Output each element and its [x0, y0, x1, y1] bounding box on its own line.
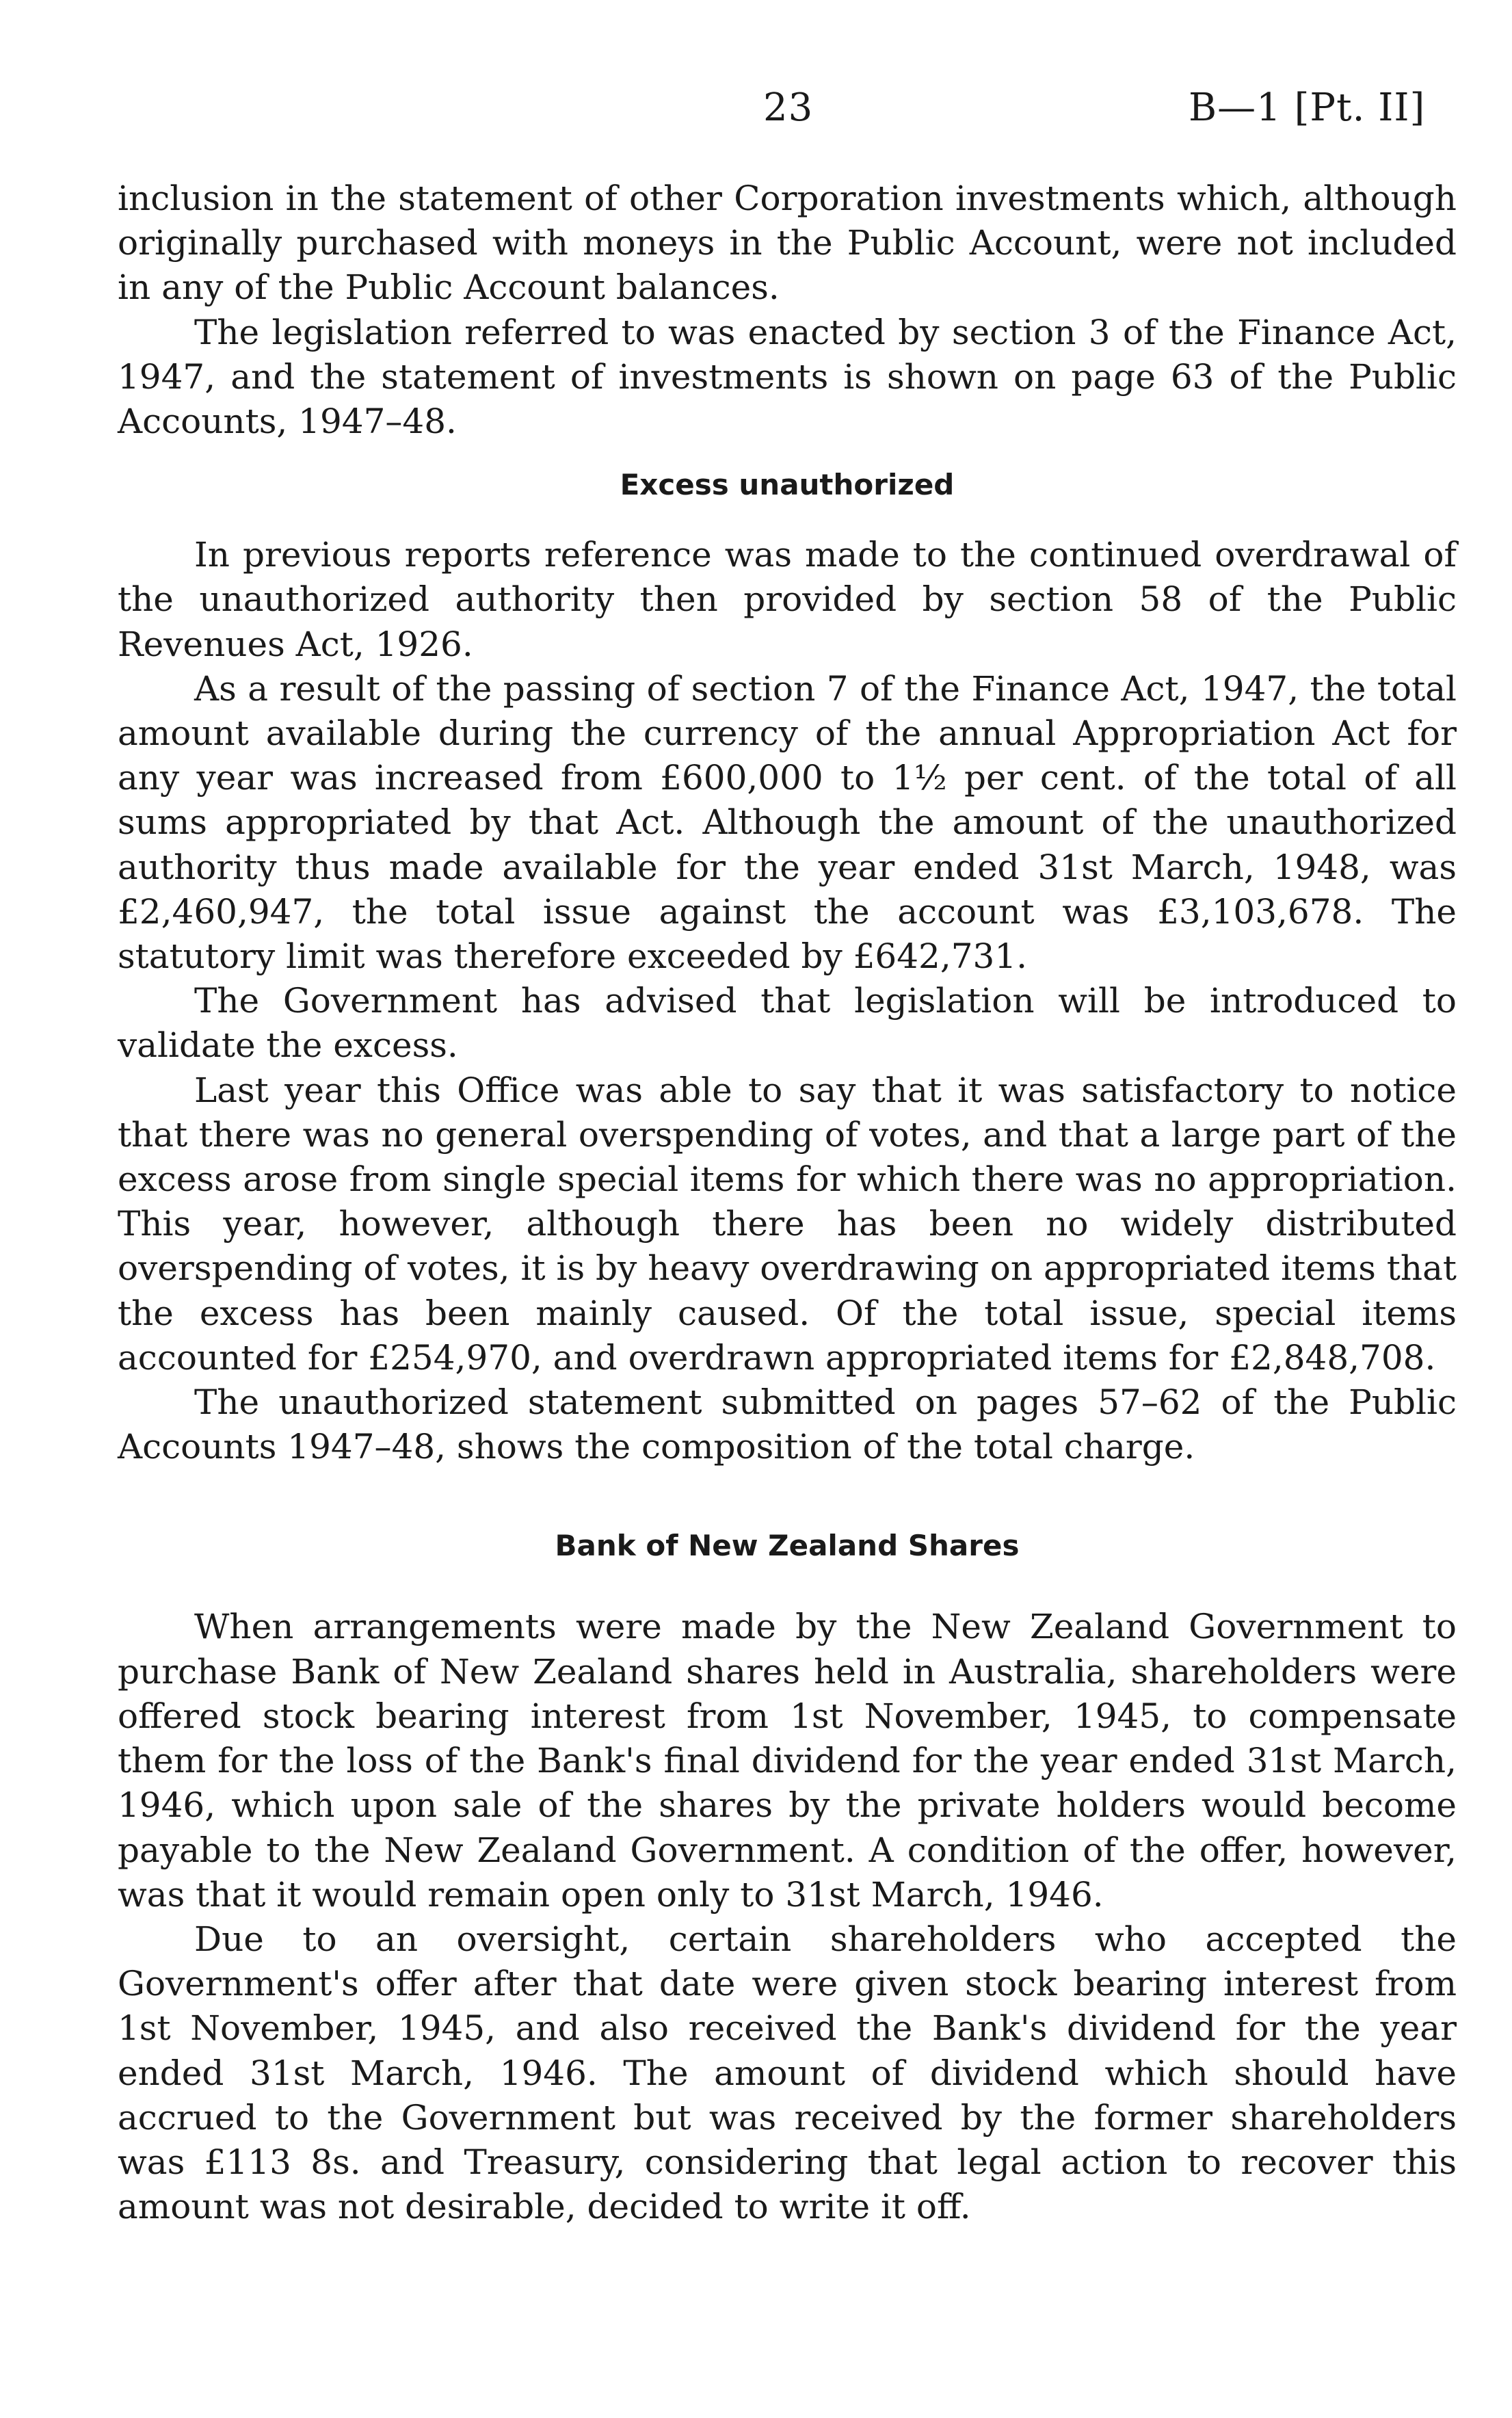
body-text [118, 176, 1457, 2229]
bank-paragraph-2: Due to an oversight, certain shareholders who accepted the Government's offer after that date were given stock bearing interest from 1st November, 1945, and also received the Bank's dividend for the year ended 31st March, 1946. The amount of dividend which should have accrued to the Government but was received by the former shareholders was £113 8s. and Treasury, considering that legal action to recover this amount was not desirable, decided to write it off. [118, 1919, 1457, 2227]
page-number: 23 [763, 86, 814, 130]
excess-paragraph-3: The Government has advised that legislation will be introduced to validate the excess. [118, 981, 1457, 1066]
excess-paragraph-2: As a result of the passing of section 7 of the Finance Act, 1947, the total amount available during the currency of the annual Appropriation Act for any year was increased from £600,000 to 1½ per cent. of the total of all sums appropriated by that Act. Although the amount of the unauthorized authority thus made available for the year ended 31st March, 1948, was £2,460,947, the total issue against the account was £3,103,678. The statutory limit was therefore exceeded by £642,731. [118, 668, 1457, 977]
excess-paragraph-5: The unauthorized statement submitted on pages 57–62 of the Public Accounts 1947–48, shows the composition of the total charge. [118, 1382, 1457, 1467]
excess-paragraph-4: Last year this Office was able to say that it was satisfactory to notice that there was no general overspending of votes, and that a large part of the excess arose from single special items for which there was no appropriation. This year, however, although there has been no widely distributed overspending of votes, it is by heavy overdrawing on appropriated items that the excess has been mainly caused. Of the total issue, special items accounted for £254,970, and overdrawn appropriated items for £2,848,708. [118, 1070, 1457, 1378]
section-heading-excess-unauthorized: Excess unauthorized [620, 468, 955, 502]
intro-paragraph-2: The legislation referred to was enacted by section 3 of the Finance Act, 1947, and the statement of investments is shown on page 63 of the Public Accounts, 1947–48. [118, 312, 1457, 442]
bank-paragraph-1: When arrangements were made by the New Zealand Government to purchase Bank of New Zealand shares held in Australia, shareholders were offered stock bearing interest from 1st November, 1945, to compensate them for the loss of the Bank's final dividend for the year ended 31st March, 1946, which upon sale of the shares by the private holders would become payable to the New Zealand Government. A condition of the offer, however, was that it would remain open only to 31st March, 1946. [118, 1607, 1457, 1915]
excess-paragraph-1: In previous reports reference was made to the continued overdrawal of the unauthorized authority then provided by section 58 of the Public Revenues Act, 1926. [118, 535, 1457, 664]
intro-paragraph-1: inclusion in the statement of other Corporation investments which, although originally purchased with moneys in the Public Account, were not included in any of the Public Account balances. [118, 179, 1457, 308]
section-heading-bank-shares: Bank of New Zealand Shares [555, 1529, 1020, 1563]
page-reference: B—1 [Pt. II] [1189, 86, 1426, 130]
page-header [0, 81, 1512, 135]
